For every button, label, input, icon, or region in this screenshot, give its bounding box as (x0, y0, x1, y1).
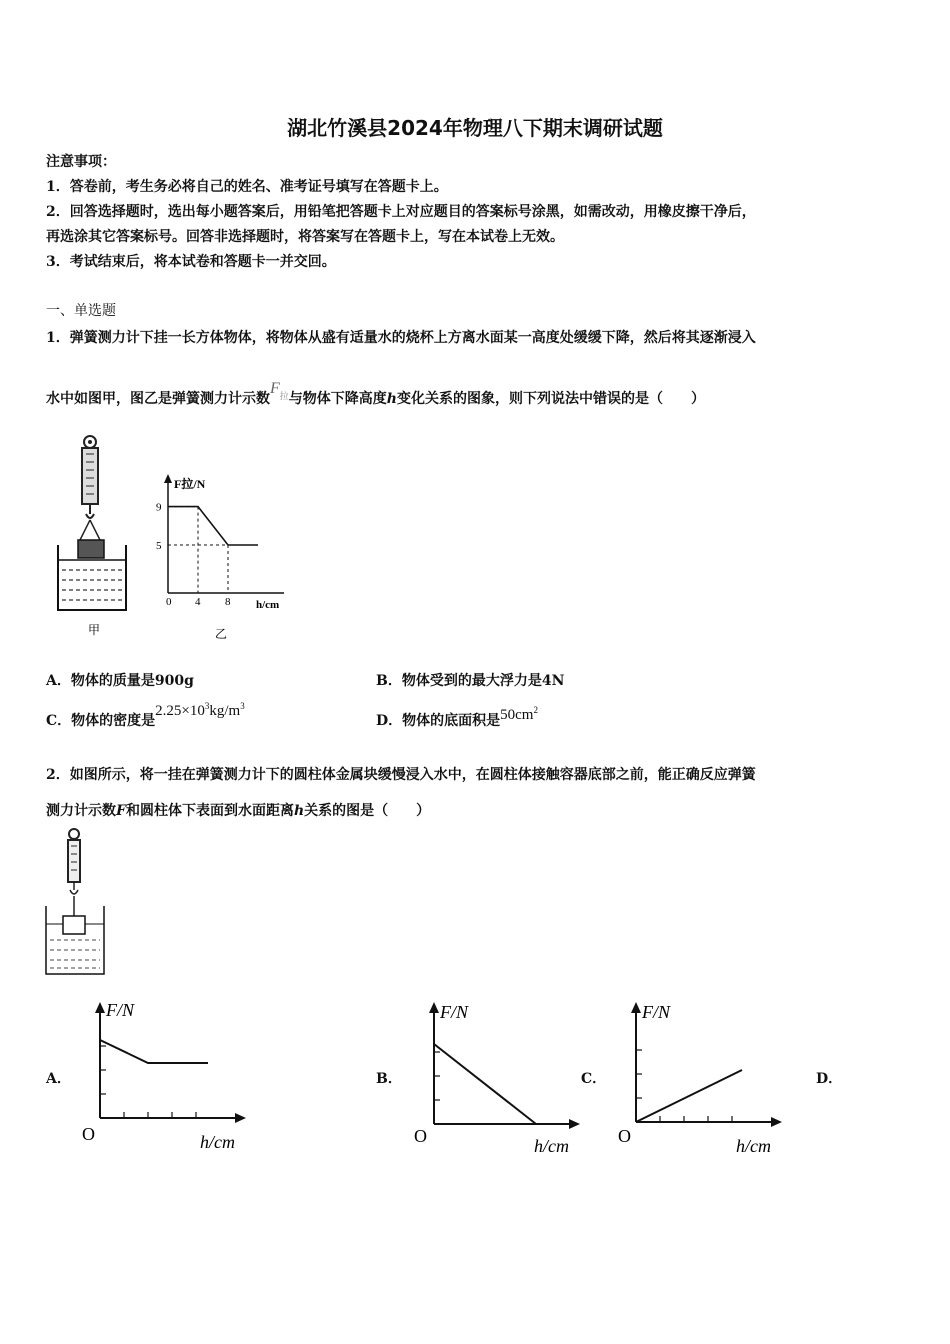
q1-f-subscript: 拉 (279, 391, 289, 401)
q1-graph-series-line (168, 507, 258, 545)
q2-graph-b-ylabel: F/N (440, 1002, 469, 1022)
q2-h-var: h (293, 803, 305, 819)
section-heading: 一、单选题 (46, 303, 116, 319)
q1-option-c-formula: $2.25\times 10^3kg/m^3$ (155, 701, 245, 719)
q2-graph-a (78, 996, 258, 1156)
q2-graph-a-origin: O (82, 1124, 95, 1144)
q1-text-line1: 1．弹簧测力计下挂一长方体物体，将物体从盛有适量水的烧杯上方离水面某一高度处缓缓下降，然后将其逐渐浸入 (46, 330, 756, 346)
q1-option-b[interactable]: B．物体受到的最大浮力是4N (376, 673, 565, 689)
q2-graph-a-ylabel: F/N (106, 1000, 135, 1020)
q1-apparatus-figure (48, 432, 138, 642)
q2-graph-b-xlabel: h/cm (534, 1136, 569, 1156)
q1-graph (150, 468, 300, 643)
q1-graph-origin: 0 (166, 596, 172, 608)
q2-option-b[interactable]: B． (376, 1071, 402, 1087)
q1-graph-ylabel: F拉/N (174, 477, 206, 491)
q1-text-line2-b: 与物体下降高度 (288, 391, 387, 407)
q1-text-line2 (46, 380, 705, 408)
q2-text-line2-b: 和圆柱体下表面到水面距离 (125, 803, 294, 819)
q2-graph-c-line (636, 1070, 742, 1122)
q2-graph-c (614, 996, 794, 1156)
q2-graph-b (412, 996, 592, 1156)
q1-option-d[interactable] (376, 705, 538, 730)
notice-heading: 注意事项： (46, 154, 116, 170)
q1-graph-xlabel: h/cm (256, 599, 280, 611)
q2-option-d[interactable]: D． (816, 1071, 843, 1087)
q2-option-c[interactable]: C． (581, 1071, 607, 1087)
q1-text-line2-c: 变化关系的图象，则下列说法中错误的是（ ） (396, 391, 705, 407)
q2-text-line1: 2．如图所示，将一挂在弹簧测力计下的圆柱体金属块缓慢浸入水中，在圆柱体接触容器底部之前，能正确反应弹簧 (46, 767, 756, 783)
q2-graph-c-origin: O (618, 1126, 631, 1146)
q1-option-d-label: D．物体的底面积是 (376, 713, 501, 729)
q1-option-c-label: C．物体的密度是 (46, 713, 156, 729)
q2-apparatus-figure (42, 828, 112, 978)
q2-graph-c-xlabel: h/cm (736, 1136, 771, 1156)
q1-text-line2-a: 水中如图甲，图乙是弹簧测力计示数 (46, 391, 270, 407)
notice-item-1: 1．答卷前，考生务必将自己的姓名、准考证号填写在答题卡上。 (46, 179, 448, 195)
q1-graph-ytick-label-1: 9 (156, 501, 162, 514)
q2-graph-b-origin: O (414, 1126, 427, 1146)
q2-graph-a-xlabel: h/cm (200, 1132, 235, 1152)
q2-text-line2 (46, 800, 430, 820)
notice-item-2: 2．回答选择题时，选出每小题答案后，用铅笔把答题卡上对应题目的答案标号涂黑，如需改动，用橡皮擦干净后， (46, 204, 756, 220)
q1-graph-xtick-label-1: 8 (225, 596, 231, 608)
q1-graph-xtick-label-0: 4 (195, 596, 201, 608)
q1-f-symbol: F (270, 380, 280, 397)
q2-graph-a-line (100, 1040, 208, 1063)
q2-text-line2-c: 关系的图是（ ） (304, 803, 431, 819)
q1-fig-yi-label: 乙 (215, 627, 228, 641)
q1-option-d-formula: $50cm^2$ (500, 705, 538, 723)
q1-option-a[interactable]: A．物体的质量是900g (46, 673, 194, 689)
q2-F-var: F (116, 803, 126, 819)
q2-text-line2-a: 测力计示数 (46, 803, 116, 819)
q1-fig-jia-label: 甲 (88, 623, 101, 637)
q1-graph-y-arrow (164, 474, 172, 483)
q1-option-c[interactable] (46, 701, 245, 730)
notice-item-2-cont: 再选涂其它答案标号。回答非选择题时，将答案写在答题卡上，写在本试卷上无效。 (46, 229, 564, 245)
q2-graph-b-line (434, 1044, 536, 1124)
notice-item-3: 3．考试结束后，将本试卷和答题卡一并交回。 (46, 254, 336, 270)
page-title: 湖北竹溪县2024年物理八下期末调研试题 (287, 116, 663, 140)
q1-graph-ytick-label-0: 5 (156, 540, 162, 552)
q2-option-a[interactable]: A． (46, 1071, 71, 1087)
q2-graph-c-ylabel: F/N (642, 1002, 671, 1022)
q1-h-var: h (386, 391, 397, 407)
